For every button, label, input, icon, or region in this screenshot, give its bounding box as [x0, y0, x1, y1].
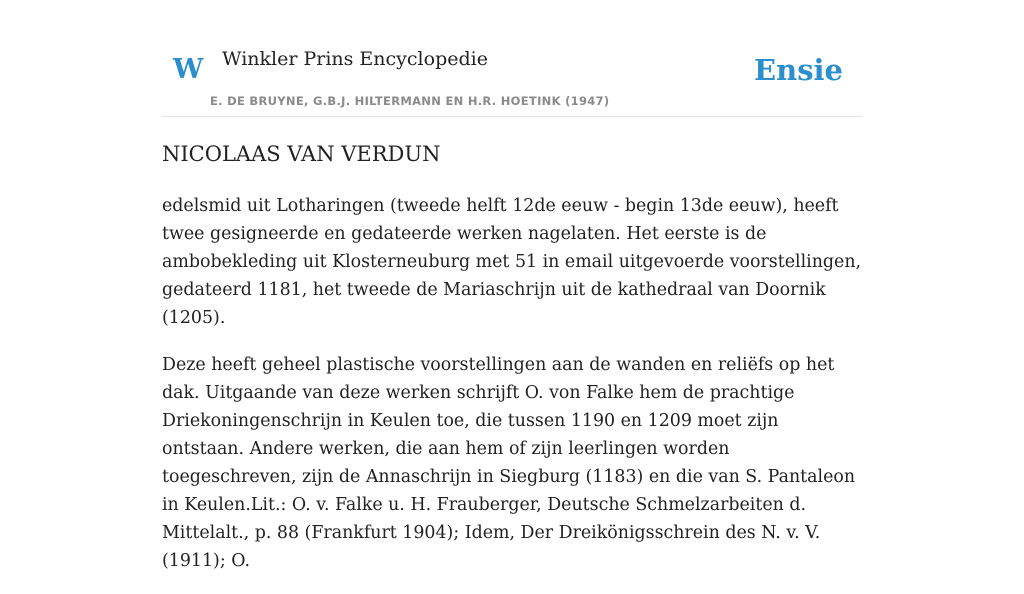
article-paragraph: edelsmid uit Lotharingen (tweede helft 12de eeuw - begin 13de eeuw), heeft twee gesigneerde en gedateerde werken nagelaten. Het eerste is de ambobekleding uit Klosterneuburg met 51 in email uitgevoerde voorstellingen, gedateerd 1181, het tweede de Mariaschrijn uit de kathedraal van Doornik (1205). — [162, 196, 862, 328]
source-title[interactable]: Winkler Prins Encyclopedie — [222, 48, 488, 70]
ensie-brand-link[interactable]: Ensie — [754, 53, 843, 87]
article-paragraph: Deze heeft geheel plastische voorstellingen aan de wanden en reliëfs op het dak. Uitgaande van deze werken schrijft O. von Falke hem de prachtige Driekoningenschrijn in Keulen toe, die tussen 1190 en 1209 moet zijn ontstaan. Andere werken, die aan hem of zijn leerlingen worden toegeschreven, zijn de Annaschrijn in Siegburg (1183) en die van S. Pantaleon in Keulen.Lit.: O. v. Falke u. H. Frauberger, Deutsche Schmelzarbeiten d. Mittelalt., p. 88 (Frankfurt 1904); Idem, Der Dreikönigsschrein des N. v. V. (1911); O. — [162, 355, 856, 571]
article-body — [162, 192, 862, 594]
article-headword: NICOLAAS VAN VERDUN — [162, 142, 441, 166]
source-header — [162, 0, 862, 117]
source-authors: E. DE BRUYNE, G.B.J. HILTERMANN EN H.R. HOETINK (1947) — [210, 94, 610, 108]
winkler-prins-logo-icon[interactable]: W — [173, 54, 204, 85]
